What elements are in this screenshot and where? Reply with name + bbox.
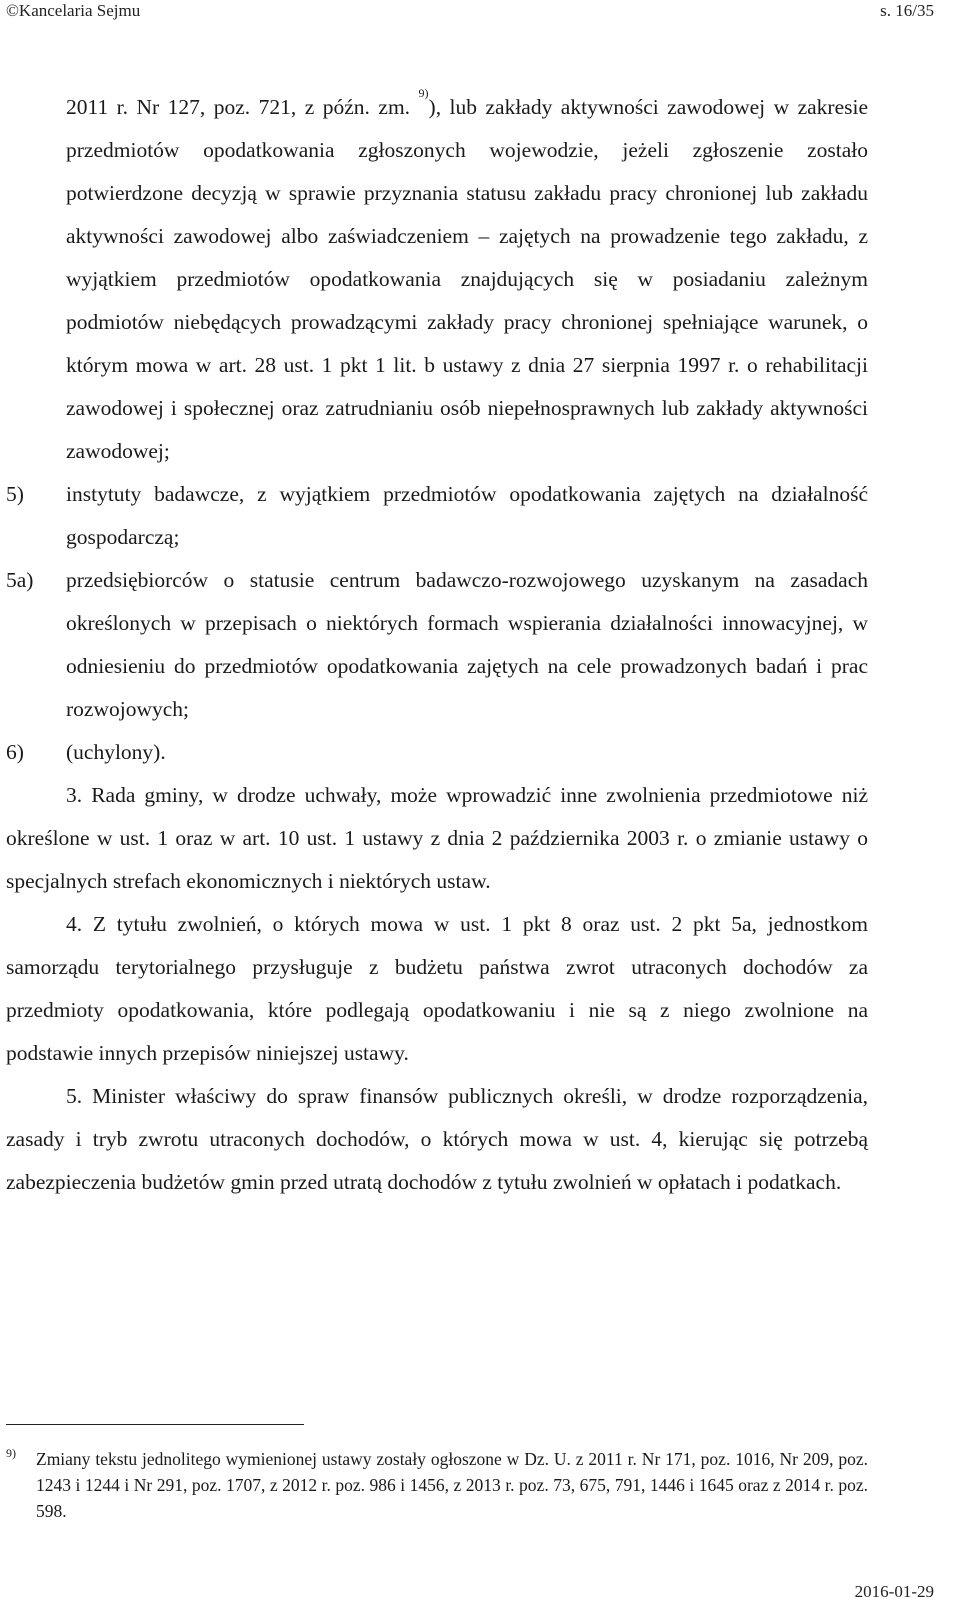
page-header — [6, 0, 934, 22]
list-item — [6, 473, 868, 559]
list-item — [6, 559, 868, 731]
footnote-reference[interactable]: 9) — [418, 85, 429, 100]
footer-date: 2016-01-29 — [854, 1582, 934, 1601]
list-item-text: przedsiębiorców o statusie centrum badawczo-rozwojowego uzyskanym na zasadach określonych w przepisach o niektórych formach wspierania działalności innowacyjnej, w odniesieniu do przedmiotów opodatkowania zajętych na cele prowadzonych badań i prac rozwojowych; — [66, 568, 868, 721]
footnote-number: 9) — [6, 1446, 16, 1460]
footnote-separator — [6, 1424, 304, 1425]
list-item-number: 5a) — [6, 568, 34, 592]
list-item — [6, 731, 868, 774]
list-item-text: instytuty badawcze, z wyjątkiem przedmiotów opodatkowania zajętych na działalność gospodarczą; — [66, 482, 868, 549]
list-item-number: 5) — [6, 482, 24, 506]
header-page-number: s. 16/35 — [880, 1, 934, 20]
header-copyright: ©Kancelaria Sejmu — [6, 1, 141, 20]
paragraph-4: 4. Z tytułu zwolnień, o których mowa w ust. 1 pkt 8 oraz ust. 2 pkt 5a, jednostkom samorządu terytorialnego przysługuje z budżetu państwa zwrot utraconych dochodów za przedmioty opodatkowania, które podlegają opodatkowaniu i nie są z niego zwolnione na podstawie innych przepisów niniejszej ustawy. — [6, 912, 868, 1065]
paragraph-text-end: ), lub zakłady aktywności zawodowej w zakresie przedmiotów opodatkowania zgłoszonych wojewodzie, jeżeli zgłoszenie zostało potwierdzone decyzją w sprawie przyznania statusu zakładu pracy chronionej lub zakładu aktywności zawodowej albo zaświadczeniem – zajętych na prowadzenie tego zakładu, z wyjątkiem przedmiotów opodatkowania znajdujących się w posiadaniu zależnym podmiotów niebędących prowadzącymi zakłady pracy chronionej spełniające warunek, o którym mowa w art. 28 ust. 1 pkt 1 lit. b ustawy z dnia 27 sierpnia 1997 r. o rehabilitacji zawodowej i społecznej oraz zatrudnianiu osób niepełnosprawnych lub zakłady aktywności zawodowej; — [66, 95, 869, 463]
document-body — [6, 86, 868, 1204]
footnote — [6, 1446, 868, 1524]
paragraph-continuation — [6, 86, 868, 473]
list-item-number: 6) — [6, 740, 24, 764]
paragraph-5: 5. Minister właściwy do spraw finansów publicznych określi, w drodze rozporządzenia, zasady i tryb zwrotu utraconych dochodów, o których mowa w ust. 4, kierując się potrzebą zabezpieczenia budżetów gmin przed utratą dochodów z tytułu zwolnień w opłatach i podatkach. — [6, 1084, 868, 1194]
paragraph-text-start: 2011 r. Nr 127, poz. 721, z późn. zm. — [66, 95, 411, 119]
list-item-text: (uchylony). — [66, 740, 166, 764]
footnote-text: Zmiany tekstu jednolitego wymienionej ustawy zostały ogłoszone w Dz. U. z 2011 r. Nr 171, poz. 1016, Nr 209, poz. 1243 i 1244 i Nr 291, poz. 1707, z 2012 r. poz. 986 i 1456, z 2013 r. poz. 73, 675, 791, 1446 i 1645 oraz z 2014 r. poz. 598. — [36, 1449, 868, 1521]
paragraph-3: 3. Rada gminy, w drodze uchwały, może wprowadzić inne zwolnienia przedmiotowe niż określone w ust. 1 oraz w art. 10 ust. 1 ustawy z dnia 2 października 2003 r. o zmianie ustawy o specjalnych strefach ekonomicznych i niektórych ustaw. — [6, 783, 868, 893]
